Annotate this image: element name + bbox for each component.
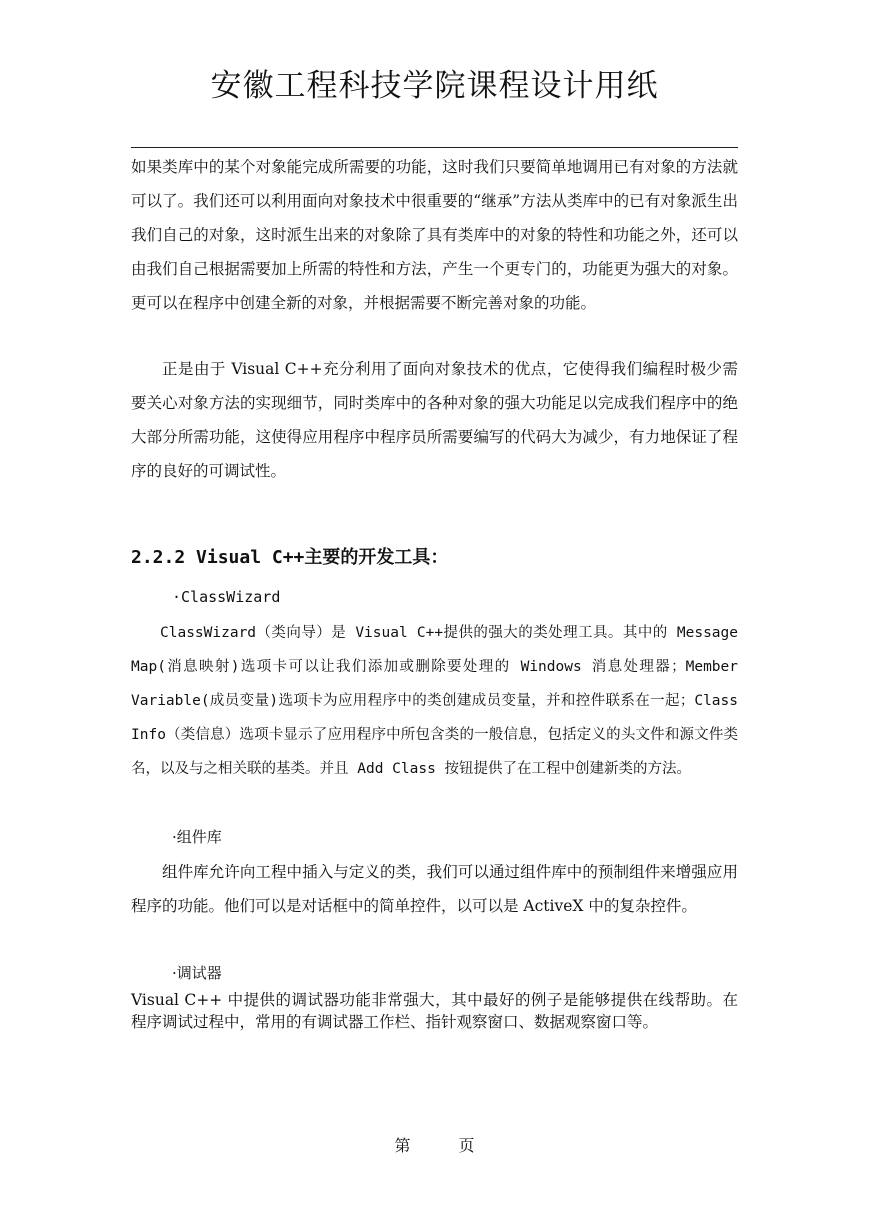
paragraph-visual-cpp-advantages: 正是由于 Visual C++充分利用了面向对象技术的优点，它使得我们编程时极少需要关心对象方法的实现细节，同时类库中的各种对象的强大功能足以完成我们程序中的绝大部分所需功能，这使得应用程序中程序员所需要编写的代码大为减少，有力地保证了程序的良好的可调试性。 (131, 360, 738, 480)
bullet-component-library: ·组件库 (172, 828, 222, 846)
page-header-title: 安徽工程科技学院课程设计用纸 (210, 68, 659, 104)
paragraph-debugger: Visual C++ 中提供的调试器功能非常强大，其中最好的例子是能够提供在线帮助。在程序调试过程中，常用的有调试器工作栏、指针观察窗口、数据观察窗口等。 (131, 991, 738, 1031)
paragraph-component-library: 组件库允许向工程中插入与定义的类，我们可以通过组件库中的预制组件来增强应用程序的功能。他们可以是对话框中的简单控件，以可以是 ActiveX 中的复杂控件。 (131, 863, 738, 915)
page-footer (0, 1133, 869, 1156)
paragraph-classwizard: ClassWizard（类向导）是 Visual C++提供的强大的类处理工具。其中的 Message Map(消息映射)选项卡可以让我们添加或删除要处理的 Windows 消息处理器；Member Variable(成员变量)选项卡为应用程序中的类创建成员变量，并和控件联系在一起；Class Info（类信息）选项卡显示了应用程序中所包含类的一般信息，包括定义的头文件和源文件类名，以及与之相关联的基类。并且 Add Class 按钮提供了在工程中创建新类的方法。 (131, 625, 738, 777)
bullet-debugger: ·调试器 (172, 964, 222, 982)
header-divider (131, 147, 738, 148)
bullet-classwizard: ·ClassWizard (172, 588, 281, 606)
page-number-suffix: 页 (458, 1136, 475, 1155)
page-number-prefix: 第 (394, 1136, 411, 1155)
paragraph-inheritance: 如果类库中的某个对象能完成所需要的功能，这时我们只要简单地调用已有对象的方法就可以了。我们还可以利用面向对象技术中很重要的“继承”方法从类库中的已有对象派生出我们自己的对象，这时派生出来的对象除了具有类库中的对象的特性和功能之外，还可以由我们自己根据需要加上所需的特性和方法，产生一个更专门的，功能更为强大的对象。更可以在程序中创建全新的对象，并根据需要不断完善对象的功能。 (131, 158, 738, 312)
section-heading-dev-tools: 2.2.2 Visual C++主要的开发工具： (131, 547, 449, 568)
